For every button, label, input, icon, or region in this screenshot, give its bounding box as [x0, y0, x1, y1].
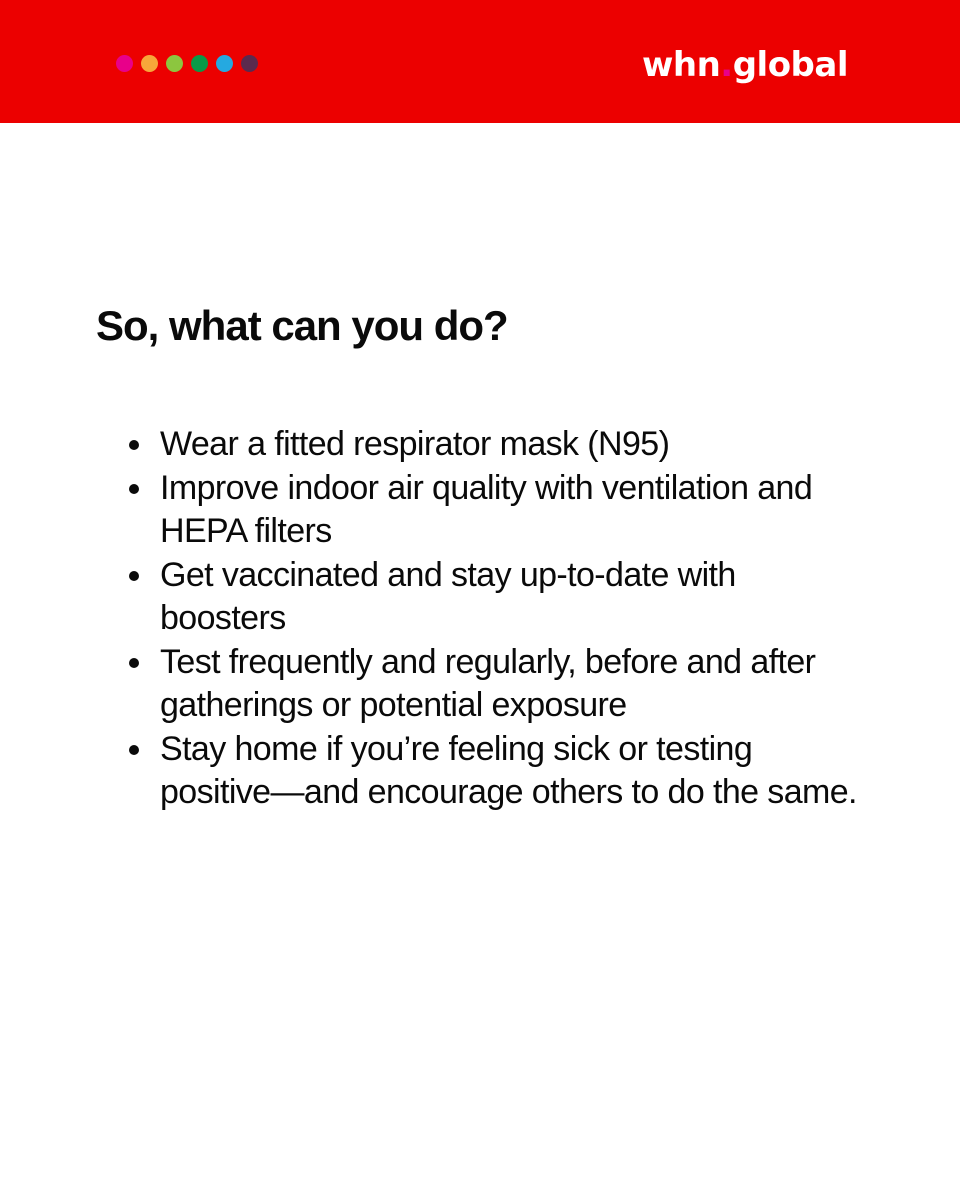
brand-logo [642, 42, 848, 88]
logo-separator: . [720, 45, 733, 85]
list-item [160, 423, 860, 467]
list-item-text: Wear a fitted respirator mask (N95) [160, 425, 670, 463]
tips-list [160, 423, 860, 815]
list-item [160, 467, 860, 554]
color-dot [166, 55, 183, 72]
header-banner [0, 0, 960, 123]
list-item [160, 728, 860, 815]
bullet-icon [129, 440, 139, 450]
bullet-icon [129, 484, 139, 494]
logo-text-right: global [732, 45, 848, 85]
bullet-icon [129, 745, 139, 755]
color-dot [241, 55, 258, 72]
color-dot [116, 55, 133, 72]
list-item-text: Get vaccinated and stay up-to-date with boosters [160, 555, 736, 637]
logo-text-left: whn [641, 45, 721, 85]
color-dot [191, 55, 208, 72]
list-item [160, 554, 860, 641]
bullet-icon [129, 571, 139, 581]
color-dots [116, 55, 258, 72]
page-title: So, what can you do? [96, 302, 508, 349]
bullet-icon [129, 658, 139, 668]
color-dot [216, 55, 233, 72]
list-item-text: Improve indoor air quality with ventilation and HEPA filters [160, 468, 813, 550]
list-item-text: Test frequently and regularly, before and after gatherings or potential exposure [160, 642, 816, 724]
list-item-text: Stay home if you’re feeling sick or testing positive—and encourage others to do the same. [160, 729, 857, 811]
list-item [160, 641, 860, 728]
color-dot [141, 55, 158, 72]
